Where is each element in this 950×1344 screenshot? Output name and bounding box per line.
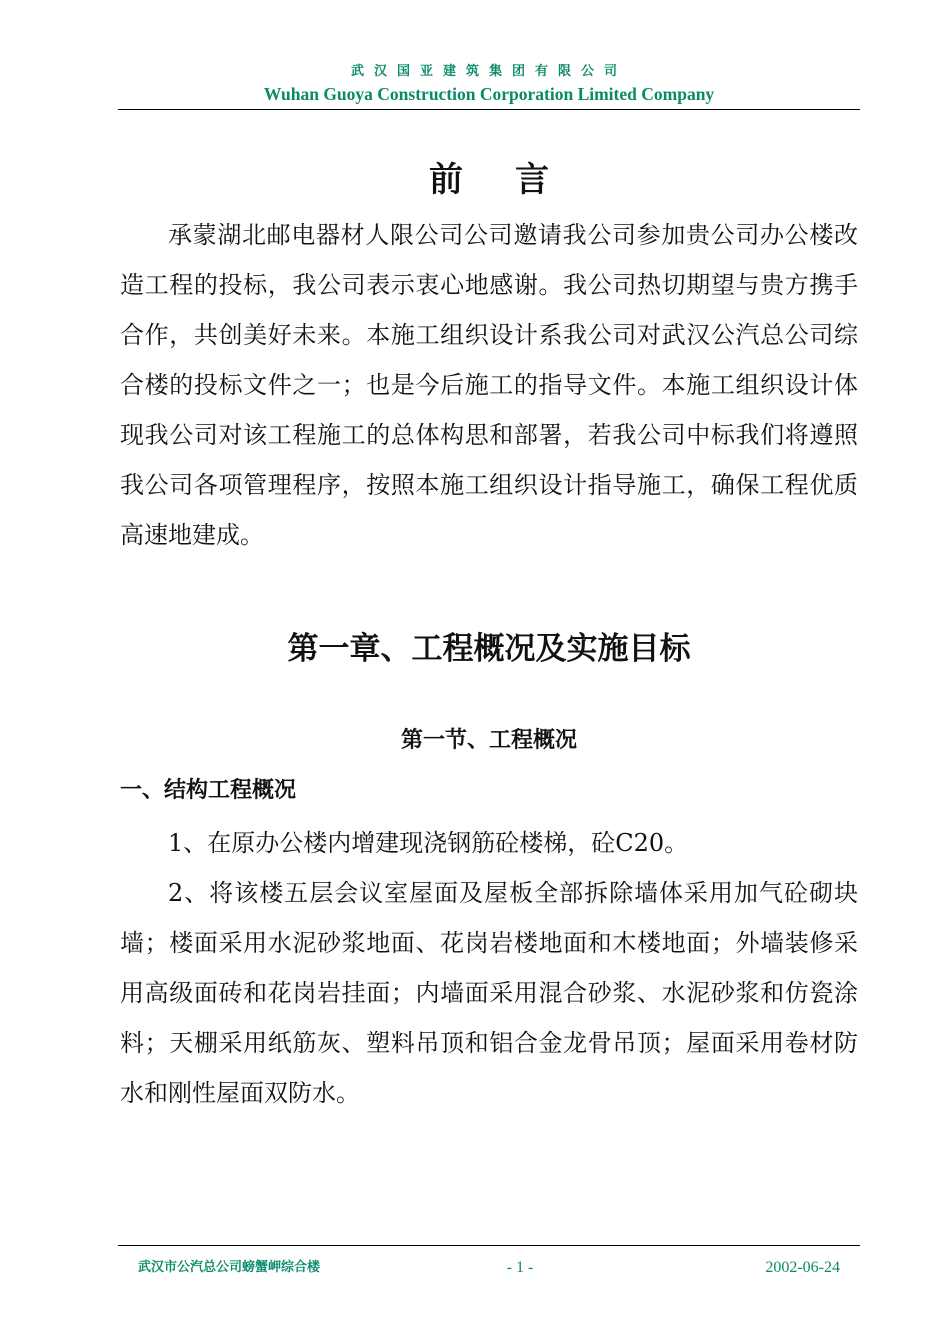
list-item-1: 1、在原办公楼内增建现浇钢筋砼楼梯，砼C20。 [168, 829, 689, 857]
chapter-title: 第一章、工程概况及实施目标 [287, 631, 691, 667]
company-name-chinese: 武汉国亚建筑集团有限公司 [350, 64, 627, 79]
section-title: 第一节、工程概况 [400, 727, 577, 753]
header-divider [118, 109, 860, 110]
document-body [120, 150, 858, 1118]
page-header [118, 62, 860, 106]
preface-title: 前言 [429, 160, 601, 200]
company-name-english: Wuhan Guoya Construction Corporation Limited Company [263, 84, 715, 104]
list-item-2: 2、将该楼五层会议室屋面及屋板全部拆除墙体采用加气砼砌块墙；楼面采用水泥砂浆地面、花岗岩楼地面和木楼地面；外墙装修采用高级面砖和花岗岩挂面；内墙面采用混合砂浆、水泥砂浆和仿瓷涂料；天棚采用纸筋灰、塑料吊顶和铝合金龙骨吊顶；屋面采用卷材防水和刚性屋面双防水。 [120, 879, 858, 1107]
footer-date: 2002-06-24 [765, 1259, 840, 1276]
subsection-heading: 一、结构工程概况 [120, 777, 297, 803]
preface-paragraph: 承蒙湖北邮电器材人限公司公司邀请我公司参加贵公司办公楼改造工程的投标，我公司表示衷心地感谢。我公司热切期望与贵方携手合作，共创美好未来。本施工组织设计系我公司对武汉公汽总公司综合楼的投标文件之一；也是今后施工的指导文件。本施工组织设计体现我公司对该工程施工的总体构思和部署，若我公司中标我们将遵照我公司各项管理程序，按照本施工组织设计指导施工，确保工程优质高速地建成。 [120, 221, 858, 549]
footer-project-name: 武汉市公汽总公司螃蟹岬综合楼 [138, 1260, 321, 1275]
footer-divider [118, 1245, 860, 1246]
page-number: - 1 - [506, 1259, 534, 1276]
